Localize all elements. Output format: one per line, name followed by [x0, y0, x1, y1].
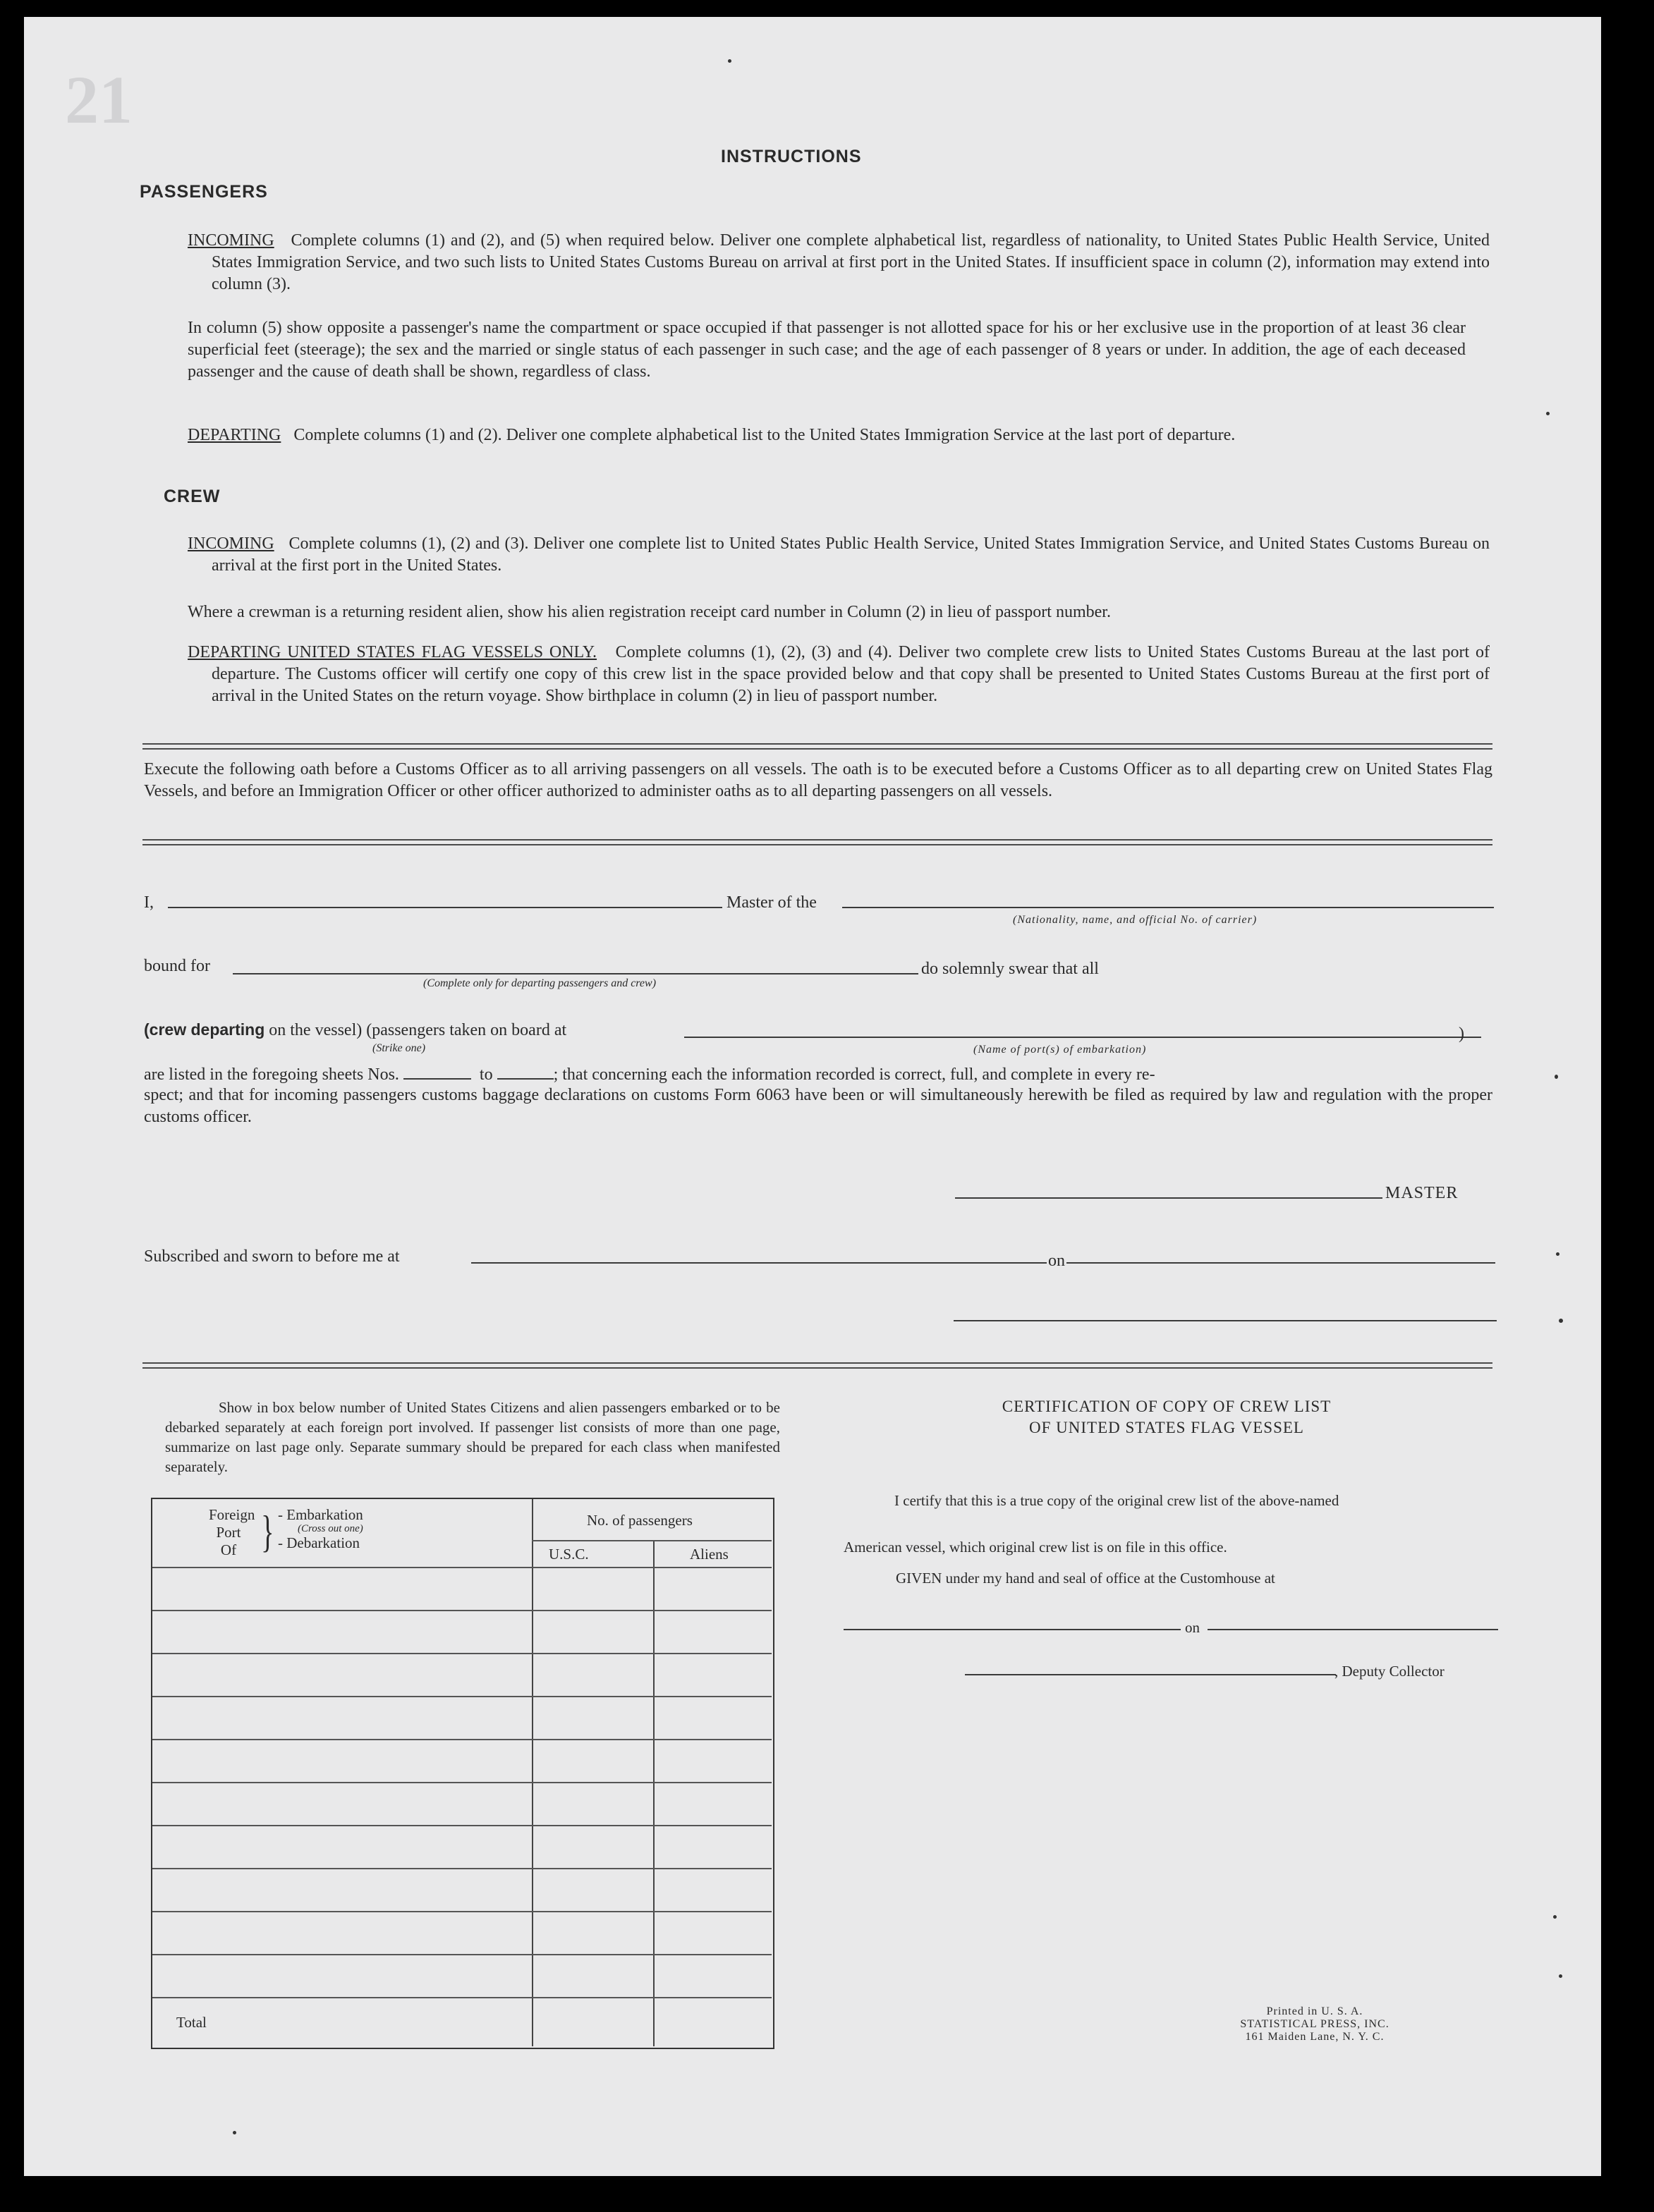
customs-declarations-text: spect; and that for incoming passengers customs baggage declarations on customs Form 6063 have been or will simultaneously herewith be filed as required by law and regulation with the proper customs officer. [144, 1086, 1492, 1126]
master-label: MASTER [1382, 1182, 1458, 1204]
scan-speck [1559, 1974, 1562, 1978]
resident-alien-paragraph: Where a crewman is a returning resident alien, show his alien registration receipt card number in Column (2) in lieu of passport number. [188, 603, 1111, 621]
subscribed-label: Subscribed and sworn to before me at [144, 1247, 400, 1266]
table-row-line [152, 1739, 772, 1740]
table-header-divider [532, 1540, 772, 1541]
solemnly-swear-label: do solemnly swear that all [921, 960, 1099, 978]
sworn-at-field[interactable] [471, 1262, 1047, 1264]
printer-line-2: STATISTICAL PRESS, INC. [1240, 2018, 1390, 2030]
officer-signature-field[interactable] [954, 1320, 1497, 1321]
sworn-on-label: on [1048, 1252, 1065, 1270]
of-label: Of [220, 1541, 237, 1558]
certification-heading [856, 1396, 1477, 1438]
cross-out-one-caption: (Cross out one) [298, 1523, 363, 1534]
foreign-port-header [209, 1506, 255, 1559]
sheets-nos-label: are listed in the foregoing sheets Nos. [144, 1065, 399, 1084]
foreign-label: Foreign [209, 1506, 255, 1523]
oath-i-label: I, [144, 893, 154, 912]
given-line: GIVEN under my hand and seal of office at the Customhouse at [896, 1570, 1275, 1587]
scan-speck [1546, 412, 1550, 415]
passengers-taken-option[interactable]: (passengers taken on board at [366, 1021, 567, 1039]
sheet-to-field[interactable] [497, 1065, 554, 1080]
crew-incoming-label: INCOMING [188, 534, 274, 553]
passengers-departing-text: Complete columns (1) and (2). Deliver one complete alphabetical list to the United States Immigration Service at the last port of departure. [293, 426, 1236, 444]
passenger-summary-table [151, 1498, 774, 2049]
debarkation-option[interactable]: - Debarkation [278, 1534, 360, 1551]
usc-header: U.S.C. [549, 1546, 589, 1563]
bound-for-field[interactable] [233, 973, 918, 974]
table-column-divider [653, 1540, 655, 2046]
form-page [24, 17, 1601, 2176]
scan-speck [1556, 1252, 1559, 1256]
brace-icon: } [261, 1506, 274, 1556]
crew-passengers-line [144, 1018, 566, 1041]
table-row-line [152, 1696, 772, 1697]
customhouse-field[interactable] [844, 1629, 1181, 1630]
certify-line-1: I certify that this is a true copy of the original crew list of the above-named [894, 1492, 1339, 1509]
passengers-heading: PASSENGERS [140, 182, 268, 202]
sworn-date-field[interactable] [1066, 1262, 1495, 1264]
carrier-caption: (Nationality, name, and official No. of carrier) [1013, 914, 1258, 926]
crew-heading: CREW [164, 487, 221, 506]
printer-line-3: 161 Maiden Lane, N. Y. C. [1245, 2031, 1385, 2043]
certification-heading-line-2: OF UNITED STATES FLAG VESSEL [1029, 1419, 1304, 1436]
margin-mark: 21 [65, 62, 133, 138]
certification-date-field[interactable] [1208, 1629, 1498, 1630]
table-row-line [152, 1825, 772, 1826]
summary-intro: Show in box below number of United States Citizens and alien passengers embarked or to be debarked separately at each foreign port involved. If passenger list consists of more than one page, summarize on last page only. Separate summary should be prepared for each class when manifested separately. [165, 1399, 780, 1475]
carrier-field[interactable] [842, 907, 1494, 908]
scan-speck [1553, 1915, 1557, 1919]
table-row-line [152, 1567, 772, 1568]
table-row-line [152, 1911, 772, 1912]
sheets-to-label: to [479, 1065, 493, 1084]
certification-on-label: on [1185, 1619, 1200, 1636]
port-label: Port [216, 1524, 241, 1541]
section-divider [142, 839, 1492, 845]
aliens-header: Aliens [690, 1546, 729, 1563]
deputy-collector-signature-field[interactable] [965, 1674, 1336, 1675]
scan-speck [1555, 1075, 1558, 1079]
table-row-line [152, 1868, 772, 1869]
crew-departing-paragraph [188, 642, 1490, 707]
crew-incoming-text: Complete columns (1), (2) and (3). Deliver one complete list to United States Public Health Service, United States Immigration Service, and United States Customs Bureau on arrival at the first port in the United States. [212, 534, 1490, 575]
deputy-collector-label: , Deputy Collector [1334, 1663, 1445, 1680]
master-name-field[interactable] [168, 907, 739, 908]
scan-speck [233, 2131, 236, 2134]
table-row-line [152, 1997, 772, 1998]
crew-departing-label: DEPARTING UNITED STATES FLAG VESSELS ONLY. [188, 643, 597, 661]
table-row-line [152, 1782, 772, 1783]
embarkation-close-paren: ) [1459, 1025, 1464, 1043]
embarkation-caption: (Name of port(s) of embarkation) [973, 1044, 1147, 1056]
embark-debark-options [278, 1506, 363, 1551]
certification-heading-line-1: CERTIFICATION OF COPY OF CREW LIST [1002, 1398, 1332, 1415]
bound-for-caption: (Complete only for departing passengers and crew) [423, 977, 657, 989]
master-of-label: Master of the [722, 891, 821, 914]
master-signature-field[interactable] [955, 1197, 1404, 1199]
table-column-divider [532, 1499, 533, 2046]
strike-one-caption: (Strike one) [372, 1042, 426, 1054]
passengers-departing-label: DEPARTING [188, 426, 281, 444]
passengers-incoming-label: INCOMING [188, 231, 274, 250]
total-label: Total [176, 2014, 207, 2031]
section-divider [142, 1362, 1492, 1369]
table-row-line [152, 1610, 772, 1611]
instructions-title: INSTRUCTIONS [721, 147, 862, 166]
crew-incoming-paragraph [188, 533, 1490, 577]
bound-for-label: bound for [144, 957, 210, 975]
section-divider [142, 743, 1492, 750]
table-row-line [152, 1653, 772, 1654]
embarkation-port-field[interactable] [684, 1037, 1481, 1038]
crew-departing-text: Complete columns (1), (2), (3) and (4). Deliver two complete crew lists to United States Customs Bureau at the last port of departure. The Customs officer will certify one copy of this crew list in the space provided below and that copy shall be presented to United States Customs Bureau at the first port of arrival in the United States on the return voyage. Show birthplace in column (2) in lieu of passport number. [212, 643, 1490, 705]
on-the-vessel-text: on the vessel) [269, 1021, 363, 1039]
certify-line-2: American vessel, which original crew list is on file in this office. [844, 1539, 1227, 1556]
printer-line-1: Printed in U. S. A. [1266, 2005, 1363, 2017]
column5-paragraph: In column (5) show opposite a passenger's name the compartment or space occupied if that passenger is not allotted space for his or her exclusive use in the proportion of at least 36 clear superficial feet (steerage); the sex and the married or single status of each passenger in such case; and the age of each passenger of 8 years or under. In addition, the age of each deceased passenger and the cause of death shall be shown, regardless of class. [188, 319, 1466, 381]
passengers-incoming-text: Complete columns (1) and (2), and (5) when required below. Deliver one complete alphabetical list, regardless of nationality, to United States Public Health Service, United States Immigration Service, and two such lists to United States Customs Bureau on arrival at first port in the United States. If insufficient space in column (2), information may extend into column (3). [212, 231, 1490, 293]
no-passengers-header: No. of passengers [587, 1512, 693, 1529]
crew-departing-option[interactable]: (crew departing [144, 1020, 265, 1039]
embarkation-option[interactable]: - Embarkation [278, 1506, 363, 1523]
sheets-nos-line [144, 1063, 1492, 1086]
table-row-line [152, 1954, 772, 1955]
correct-full-text: ; that concerning each the information recorded is correct, full, and complete in every re- [553, 1065, 1155, 1084]
oath-instructions: Execute the following oath before a Customs Officer as to all arriving passengers on all vessels. The oath is to be executed before a Customs Officer as to all departing crew on United States Flag Vessels, and before an Immigration Officer or other officer authorized to administer oaths as to all departing passengers on all vessels. [144, 760, 1492, 800]
scan-speck [728, 59, 731, 63]
printer-imprint [1237, 2005, 1392, 2043]
passengers-departing-paragraph [188, 424, 1490, 446]
scan-speck [1559, 1319, 1563, 1323]
passengers-incoming-paragraph [188, 230, 1490, 295]
sheet-from-field[interactable] [403, 1065, 471, 1080]
